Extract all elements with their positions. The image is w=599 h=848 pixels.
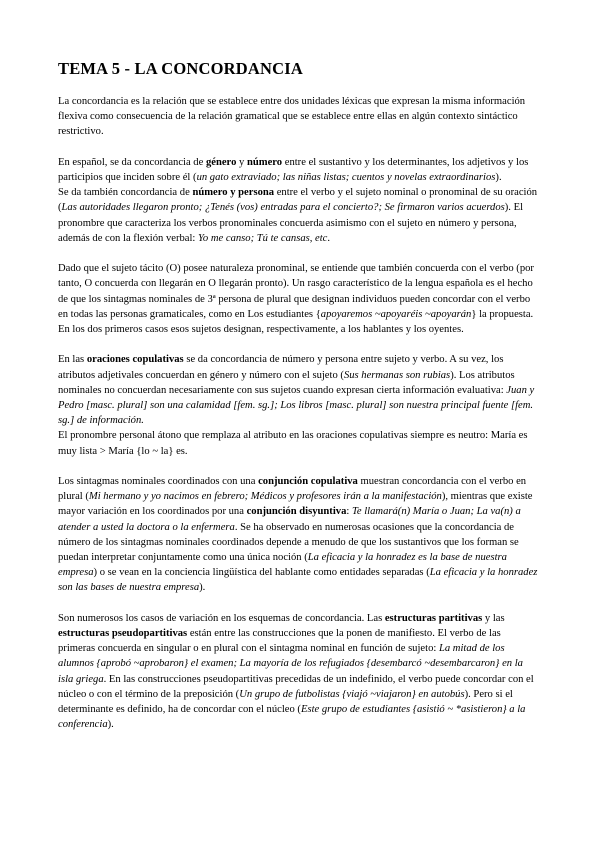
- key-term: número: [246, 156, 283, 168]
- paragraph-text: ).: [107, 719, 114, 731]
- paragraph-text: ) o se vean en la conciencia lingüística del hablante como entidades separadas (: [93, 567, 430, 579]
- paragraph-text: ).: [495, 172, 502, 183]
- body-paragraph: [58, 155, 540, 185]
- example-text: La eficacia y la honradez es la base de nuestra empresa: [58, 552, 507, 579]
- paragraph-text: ), mientras que existe mayor variación en los coordinados por una: [58, 491, 533, 518]
- paragraph-text: Son numerosos los casos de variación en los esquemas de concordancia. Las: [58, 612, 385, 624]
- body-paragraph: [58, 185, 540, 246]
- key-term: estructuras partitivas: [384, 612, 483, 624]
- paragraph-text: están entre las construcciones que la ponen de manifiesto. El verbo de las primeras concuerda en singular o en plural con el sintagma nominal en función de sujeto:: [58, 628, 501, 655]
- paragraph-text: muestran concordancia con el verbo en plural (: [58, 476, 527, 503]
- example-text: Te llamará(n) María o Juan; La va(n) a atender a usted la doctora o la enfermera: [58, 506, 521, 533]
- paragraph-text: :: [346, 506, 352, 518]
- paragraph-text: .: [327, 232, 331, 244]
- example-text: Yo me canso; Tú te cansas, etc: [198, 232, 328, 244]
- key-term: estructuras pseudopartitivas: [58, 628, 188, 640]
- paragraph-text: . Se ha observado en numerosas ocasiones que la concordancia de número de los sintagmas nominales coordinados depende a menudo de que los sustantivos que los forman se puedan interpretar conjuntamente como una única noción (: [58, 521, 519, 564]
- paragraph-text: ). El pronombre que caracteriza los verbos pronominales concuerda asimismo con el sujeto en número y persona, además de con la flexión verbal:: [58, 202, 524, 244]
- paragraph-text: Dado que el sujeto tácito (O) posee naturaleza pronominal, se entiende que también concuerda con el verbo (por tanto, O concuerda con llegarán en O llegarán pronto). Un rasgo característico de la lengua española es el hecho de que los sintagmas nominales de 3ª persona de plural que designan individuos pueden concordar con el verbo en todas las personas gramaticales, como en Los estudiantes {: [58, 263, 534, 320]
- paragraph-text: ). Pero si el determinante es definido, ha de concordar con el núcleo (: [58, 688, 513, 716]
- paragraph-text: y: [236, 156, 247, 168]
- paragraph-text: ). Los atributos nominales no concuerdan necesariamente con sus sujetos cuando expresan cierta información evaluativa:: [58, 369, 515, 396]
- key-term: conjunción copulativa: [258, 476, 358, 488]
- example-text: un gato extraviado; las niñas listas; cuentos y novelas extraordinarios: [196, 172, 496, 183]
- body-paragraph: [58, 352, 540, 428]
- document-body: [58, 94, 540, 732]
- example-text: La eficacia y la honradez son las bases de nuestra empresa: [58, 567, 538, 594]
- paragraph-text: y las: [482, 612, 505, 624]
- key-term: conjunción disyuntiva: [246, 506, 347, 518]
- paragraph-text: La concordancia es la relación que se establece entre dos unidades léxicas que expresan la misma información flexiva como consecuencia de la relación gramatical que se establece entre ellas en algún contexto sintáctico restrictivo.: [58, 96, 526, 138]
- example-text: La mitad de los alumnos {aprobó ~aprobaron} el examen; La mayoría de los refugiados {desembarcó ~desembarcaron} en la isla griega: [58, 643, 523, 685]
- example-text: apoyaremos ~apoyaréis ~apoyarán: [320, 308, 472, 320]
- example-text: Mi hermano y yo nacimos en febrero; Médicos y profesores irán a la manifestación: [88, 491, 442, 503]
- example-text: Las autoridades llegaron pronto; ¿Tenés (vos) entradas para el concierto?; Se firmaron varios acuerdos: [61, 202, 505, 214]
- paragraph-text: ).: [199, 582, 206, 594]
- key-term: oraciones copulativas: [86, 354, 184, 366]
- paragraph-text: entre el verbo y el sujeto nominal o pronominal de su oración (: [58, 187, 538, 214]
- body-paragraph: [58, 428, 540, 458]
- paragraph-text: } la propuesta. En los dos primeros casos esos sujetos designan, respectivamente, a los hablantes y los oyentes.: [58, 308, 534, 336]
- example-text: Un grupo de futbolistas {viajó ~viajaron} en autobús: [239, 688, 465, 700]
- body-paragraph: [58, 94, 540, 140]
- paragraph-text: El pronombre personal átono que remplaza al atributo en las oraciones copulativas siempre es neutro: María es muy lista > María {lo ~ la} es.: [58, 430, 528, 457]
- paragraph-text: En español, se da concordancia de: [58, 156, 206, 168]
- example-text: Sus hermanas son rubias: [343, 369, 451, 381]
- example-text: Juan y Pedro [masc. plural] son una calamidad [fem. sg.]; Los libros [masc. plural] son nuestra principal fuente [fem. sg.] de información.: [58, 384, 535, 427]
- paragraph-text: En las: [58, 354, 87, 366]
- paragraph-text: . En las construcciones pseudopartitivas precedidas de un indefinido, el verbo puede concordar con el núcleo o con el término de la preposición (: [58, 673, 534, 700]
- paragraph-text: Los sintagmas nominales coordinados con una: [58, 476, 259, 488]
- body-paragraph: [58, 474, 540, 596]
- body-paragraph: [58, 261, 540, 337]
- key-term: género: [205, 156, 237, 168]
- paragraph-text: entre el sustantivo y los determinantes, los adjetivos y los participios que inciden sobre él (: [58, 156, 529, 183]
- body-paragraph: [58, 611, 540, 733]
- key-term: número y persona: [192, 187, 275, 199]
- paragraph-text: Se da también concordancia de: [58, 187, 193, 199]
- paragraph-text: se da concordancia de número y persona entre sujeto y verbo. A su vez, los atributos adjetivales concuerdan en género y número con el sujeto (: [58, 354, 504, 381]
- example-text: Este grupo de estudiantes {asistió ~ *asistieron} a la conferencia: [58, 704, 526, 731]
- page-title: TEMA 5 - LA CONCORDANCIA: [58, 59, 303, 78]
